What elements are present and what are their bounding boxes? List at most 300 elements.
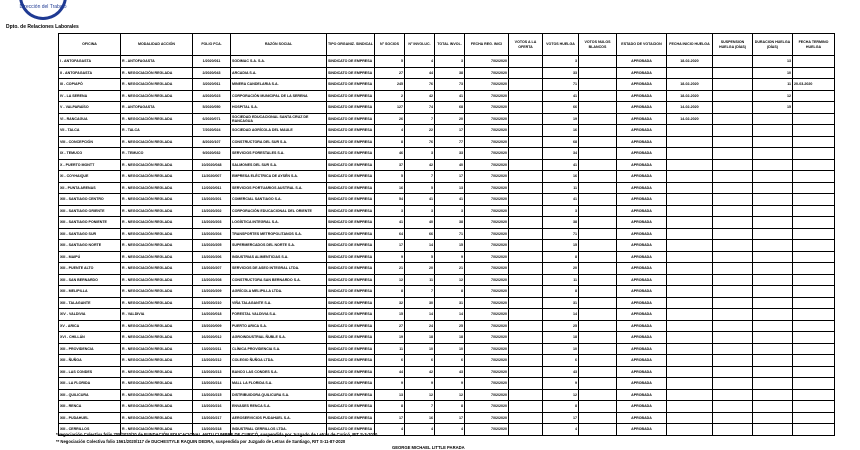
cell-razon: MINERA CANDELARIA S.A. xyxy=(231,79,327,91)
negotiations-table xyxy=(58,33,835,436)
cell-fecha-termino xyxy=(793,171,835,183)
cell-involuc: 12 xyxy=(405,389,435,401)
cell-folio: 13/2020/216 xyxy=(193,401,231,413)
cell-total: 13 xyxy=(435,182,465,194)
cell-folio: 8/2020/107 xyxy=(193,136,231,148)
cell-suspension xyxy=(713,355,753,367)
cell-involuc: 42 xyxy=(405,366,435,378)
cell-votos-oferta xyxy=(509,412,543,424)
cell-tipo: SINDICATO DE EMPRESA xyxy=(327,401,375,413)
cell-votos-nulos xyxy=(579,67,617,79)
cell-razon: LOGÍSTICA INTEGRAL S.A. xyxy=(231,217,327,229)
cell-razon: FORESTAL VALDIVIA S.A. xyxy=(231,309,327,321)
cell-fecha-reg: 7/02/2020 xyxy=(465,332,509,344)
cell-total: 68 xyxy=(435,102,465,114)
cell-oficina: X - PUERTO MONTT xyxy=(59,159,121,171)
cell-fecha-reg: 7/02/2020 xyxy=(465,378,509,390)
cell-votos-oferta xyxy=(509,79,543,91)
cell-votos-huelga: 71 xyxy=(543,228,579,240)
cell-oficina: XIII - SANTIAGO SUR xyxy=(59,228,121,240)
table-row xyxy=(59,332,835,344)
cell-involuc: 7 xyxy=(405,286,435,298)
cell-votos-oferta xyxy=(509,90,543,102)
cell-involuc: 7 xyxy=(405,171,435,183)
cell-tipo: SINDICATO DE EMPRESA xyxy=(327,297,375,309)
cell-votos-oferta xyxy=(509,56,543,68)
cell-total: 43 xyxy=(435,366,465,378)
cell-total: 12 xyxy=(435,274,465,286)
cell-votos-oferta xyxy=(509,320,543,332)
cell-folio: 13/2020/203 xyxy=(193,217,231,229)
cell-votos-nulos xyxy=(579,79,617,91)
cell-razon: SERVICIOS PORTUARIOS AUSTRAL S.A. xyxy=(231,182,327,194)
cell-votos-huelga: 3 xyxy=(543,205,579,217)
cell-total: 77 xyxy=(435,136,465,148)
cell-duracion xyxy=(753,274,793,286)
cell-votos-oferta xyxy=(509,113,543,125)
cell-votos-huelga: 3 xyxy=(543,56,579,68)
cell-suspension xyxy=(713,320,753,332)
cell-involuc: 5 xyxy=(405,251,435,263)
cell-modalidad: R - NEGOCIACIÓN REGLADA xyxy=(121,297,193,309)
cell-fecha-termino xyxy=(793,194,835,206)
cell-total: 3 xyxy=(435,56,465,68)
cell-fecha-termino: 20-03-2020 xyxy=(793,79,835,91)
cell-votos-nulos xyxy=(579,228,617,240)
cell-socios: 13 xyxy=(375,389,405,401)
cell-duracion xyxy=(753,378,793,390)
cell-fecha-reg: 7/02/2020 xyxy=(465,194,509,206)
cell-total: 25 xyxy=(435,320,465,332)
cell-duracion xyxy=(753,424,793,436)
cell-estado: APROBADA xyxy=(617,217,667,229)
cell-razon: CONSTRUCTORA DEL SUR S.A. xyxy=(231,136,327,148)
footnote-2: ** Negociación Colectiva folio 1561/2020/117 de DUCHESTYLE RAQUIN DEDRA, suspendida por Juzgado de Letras de Santiago, RIT S-11-87-2020 xyxy=(56,439,346,444)
cell-modalidad: R - NEGOCIACIÓN REGLADA xyxy=(121,366,193,378)
cell-fecha-termino xyxy=(793,332,835,344)
cell-votos-oferta xyxy=(509,148,543,160)
table-row xyxy=(59,309,835,321)
cell-tipo: SINDICATO DE EMPRESA xyxy=(327,125,375,137)
cell-fecha-reg: 7/02/2020 xyxy=(465,136,509,148)
cell-votos-huelga: 10 xyxy=(543,343,579,355)
cell-votos-nulos xyxy=(579,251,617,263)
cell-estado: APROBADA xyxy=(617,424,667,436)
cell-suspension xyxy=(713,424,753,436)
cell-fecha-inicio: 18-02-2020 xyxy=(667,79,713,91)
cell-estado: APROBADA xyxy=(617,251,667,263)
cell-oficina: XIII - SAN BERNARDO xyxy=(59,274,121,286)
cell-folio: 13/2020/214 xyxy=(193,378,231,390)
cell-socios: 41 xyxy=(375,217,405,229)
cell-socios: 8 xyxy=(375,136,405,148)
column-header: FOLIO FCA. xyxy=(193,34,231,56)
footnote-1: *Negociación Colectiva folio 705/2020/20 de FUNDACIÓN EDUCACIONAL ANTU CUMBRE DE CURICÓ, suspendida por Juzgado de Letras de Curicó, RIT S-3-2020 xyxy=(56,432,378,437)
cell-fecha-reg: 7/02/2020 xyxy=(465,343,509,355)
table-row xyxy=(59,90,835,102)
cell-involuc: 11 xyxy=(405,274,435,286)
cell-fecha-termino xyxy=(793,159,835,171)
cell-tipo: SINDICATO DE EMPRESA xyxy=(327,171,375,183)
cell-folio: 13/2020/209 xyxy=(193,286,231,298)
cell-fecha-reg: 7/02/2020 xyxy=(465,159,509,171)
cell-tipo: SINDICATO DE EMPRESA xyxy=(327,320,375,332)
cell-socios: 37 xyxy=(375,159,405,171)
cell-votos-nulos xyxy=(579,182,617,194)
cell-socios: 11 xyxy=(375,343,405,355)
cell-suspension xyxy=(713,389,753,401)
cell-involuc: 22 xyxy=(405,125,435,137)
cell-razon: MALL LA FLORIDA S.A. xyxy=(231,378,327,390)
cell-votos-oferta xyxy=(509,343,543,355)
cell-fecha-reg: 7/02/2020 xyxy=(465,355,509,367)
cell-oficina: XII - PUNTA ARENAS xyxy=(59,182,121,194)
cell-votos-nulos xyxy=(579,136,617,148)
cell-folio: 3/2020/011 xyxy=(193,79,231,91)
cell-votos-nulos xyxy=(579,263,617,275)
column-header: N° INVOLUC. xyxy=(405,34,435,56)
cell-modalidad: R - NEGOCIACIÓN REGLADA xyxy=(121,251,193,263)
cell-modalidad: R - NEGOCIACIÓN REGLADA xyxy=(121,240,193,252)
cell-involuc: 5 xyxy=(405,182,435,194)
table-row xyxy=(59,125,835,137)
cell-votos-oferta xyxy=(509,263,543,275)
cell-votos-huelga: 16 xyxy=(543,125,579,137)
column-header: RAZÓN SOCIAL xyxy=(231,34,327,56)
cell-fecha-reg: 7/02/2020 xyxy=(465,424,509,436)
cell-fecha-inicio xyxy=(667,251,713,263)
cell-votos-oferta xyxy=(509,355,543,367)
table-row xyxy=(59,286,835,298)
cell-votos-oferta xyxy=(509,125,543,137)
cell-estado: APROBADA xyxy=(617,378,667,390)
cell-tipo: SINDICATO DE EMPRESA xyxy=(327,136,375,148)
table-row xyxy=(59,194,835,206)
cell-duracion: 15 xyxy=(753,102,793,114)
cell-votos-oferta xyxy=(509,205,543,217)
cell-votos-nulos xyxy=(579,125,617,137)
cell-fecha-reg: 7/02/2020 xyxy=(465,125,509,137)
cell-tipo: SINDICATO DE EMPRESA xyxy=(327,343,375,355)
direccion-trabajo-logo xyxy=(14,0,72,22)
cell-suspension xyxy=(713,136,753,148)
cell-estado: APROBADA xyxy=(617,355,667,367)
table-row xyxy=(59,251,835,263)
cell-total: 17 xyxy=(435,171,465,183)
column-header: FECHA REG. INICI xyxy=(465,34,509,56)
cell-oficina: II - ANTOFAGASTA xyxy=(59,67,121,79)
cell-fecha-inicio xyxy=(667,240,713,252)
cell-folio: 13/2020/215 xyxy=(193,389,231,401)
cell-suspension xyxy=(713,90,753,102)
cell-votos-nulos xyxy=(579,401,617,413)
cell-duracion xyxy=(753,251,793,263)
cell-fecha-inicio xyxy=(667,401,713,413)
cell-total: 38 xyxy=(435,67,465,79)
cell-involuc: 10 xyxy=(405,343,435,355)
cell-estado: APROBADA xyxy=(617,297,667,309)
cell-folio: 5/2020/050 xyxy=(193,102,231,114)
cell-duracion: 13 xyxy=(753,56,793,68)
cell-votos-oferta xyxy=(509,136,543,148)
cell-fecha-inicio: 14-02-2020 xyxy=(667,102,713,114)
cell-votos-nulos xyxy=(579,102,617,114)
cell-socios: 32 xyxy=(375,297,405,309)
table-row xyxy=(59,378,835,390)
cell-duracion xyxy=(753,412,793,424)
cell-fecha-inicio xyxy=(667,286,713,298)
cell-fecha-inicio xyxy=(667,355,713,367)
cell-oficina: VII - TALCA xyxy=(59,125,121,137)
cell-duracion: 10 xyxy=(753,67,793,79)
cell-folio: 16/2020/012 xyxy=(193,332,231,344)
cell-razon: SUPERMERCADOS DEL NORTE S.A. xyxy=(231,240,327,252)
cell-razon: SERVICIOS FORESTALES S.A. xyxy=(231,148,327,160)
cell-oficina: VIII - CONCEPCIÓN xyxy=(59,136,121,148)
cell-suspension xyxy=(713,148,753,160)
cell-oficina: XI - COYHAIQUE xyxy=(59,171,121,183)
cell-tipo: SINDICATO DE EMPRESA xyxy=(327,366,375,378)
cell-estado: APROBADA xyxy=(617,102,667,114)
cell-involuc: 24 xyxy=(405,320,435,332)
cell-folio: 12/2020/011 xyxy=(193,182,231,194)
cell-tipo: SINDICATO DE EMPRESA xyxy=(327,56,375,68)
cell-razon: AEROSERVICIOS PUDAHUEL S.A. xyxy=(231,412,327,424)
cell-modalidad: R - NEGOCIACIÓN REGLADA xyxy=(121,378,193,390)
cell-tipo: SINDICATO DE EMPRESA xyxy=(327,424,375,436)
cell-votos-oferta xyxy=(509,297,543,309)
cell-duracion xyxy=(753,113,793,125)
cell-involuc: 7 xyxy=(405,113,435,125)
cell-fecha-reg: 7/02/2020 xyxy=(465,79,509,91)
cell-total: 17 xyxy=(435,412,465,424)
cell-oficina: I - ANTOFAGASTA xyxy=(59,56,121,68)
cell-votos-oferta xyxy=(509,332,543,344)
table-row xyxy=(59,228,835,240)
cell-tipo: SINDICATO DE EMPRESA xyxy=(327,148,375,160)
cell-modalidad: R - VALDIVIA xyxy=(121,309,193,321)
cell-estado: APROBADA xyxy=(617,274,667,286)
cell-folio: 7/2020/024 xyxy=(193,125,231,137)
cell-estado: APROBADA xyxy=(617,194,667,206)
cell-socios: 127 xyxy=(375,102,405,114)
cell-votos-nulos xyxy=(579,217,617,229)
cell-socios: 5 xyxy=(375,56,405,68)
cell-duracion xyxy=(753,389,793,401)
cell-votos-nulos xyxy=(579,274,617,286)
cell-fecha-termino xyxy=(793,125,835,137)
cell-razon: SALMONES DEL SUR S.A. xyxy=(231,159,327,171)
cell-votos-nulos xyxy=(579,332,617,344)
cell-votos-nulos xyxy=(579,297,617,309)
cell-estado: APROBADA xyxy=(617,401,667,413)
cell-fecha-termino xyxy=(793,320,835,332)
cell-duracion xyxy=(753,343,793,355)
cell-votos-huelga: 8 xyxy=(543,401,579,413)
cell-tipo: SINDICATO DE EMPRESA xyxy=(327,182,375,194)
table-row xyxy=(59,320,835,332)
cell-votos-huelga: 11 xyxy=(543,182,579,194)
cell-suspension xyxy=(713,125,753,137)
table-row xyxy=(59,67,835,79)
cell-socios: 46 xyxy=(375,148,405,160)
cell-votos-huelga: 25 xyxy=(543,320,579,332)
cell-razon: CLÍNICA PROVIDENCIA S.A. xyxy=(231,343,327,355)
cell-fecha-inicio xyxy=(667,228,713,240)
cell-folio: 11/2020/007 xyxy=(193,171,231,183)
cell-fecha-reg: 7/02/2020 xyxy=(465,56,509,68)
cell-involuc: 9 xyxy=(405,378,435,390)
cell-duracion: 12 xyxy=(753,90,793,102)
table-row xyxy=(59,366,835,378)
cell-fecha-inicio xyxy=(667,67,713,79)
cell-folio: 13/2020/207 xyxy=(193,263,231,275)
cell-total: 41 xyxy=(435,90,465,102)
cell-folio: 13/2020/210 xyxy=(193,297,231,309)
cell-duracion xyxy=(753,194,793,206)
cell-votos-huelga: 14 xyxy=(543,309,579,321)
cell-votos-huelga: 8 xyxy=(543,286,579,298)
cell-duracion: 11 xyxy=(753,79,793,91)
cell-total: 6 xyxy=(435,355,465,367)
cell-modalidad: R - ANTOFAGASTA xyxy=(121,102,193,114)
table-row xyxy=(59,205,835,217)
cell-estado: APROBADA xyxy=(617,332,667,344)
cell-razon: AGRÍCOLA MELIPILLA LTDA. xyxy=(231,286,327,298)
cell-tipo: SINDICATO DE EMPRESA xyxy=(327,113,375,125)
table-row xyxy=(59,412,835,424)
cell-razon: COMERCIAL SANTIAGO S.A. xyxy=(231,194,327,206)
cell-fecha-inicio xyxy=(667,171,713,183)
cell-modalidad: R - NEGOCIACIÓN REGLADA xyxy=(121,228,193,240)
cell-total: 18 xyxy=(435,332,465,344)
cell-socios: 54 xyxy=(375,194,405,206)
cell-votos-oferta xyxy=(509,67,543,79)
cell-socios: 245 xyxy=(375,79,405,91)
cell-suspension xyxy=(713,67,753,79)
cell-votos-oferta xyxy=(509,171,543,183)
cell-estado: APROBADA xyxy=(617,205,667,217)
cell-fecha-termino xyxy=(793,355,835,367)
cell-duracion xyxy=(753,332,793,344)
cell-votos-huelga: 17 xyxy=(543,412,579,424)
cell-fecha-inicio xyxy=(667,378,713,390)
cell-votos-oferta xyxy=(509,378,543,390)
cell-estado: APROBADA xyxy=(617,286,667,298)
cell-oficina: XIII - LAS CONDES xyxy=(59,366,121,378)
cell-tipo: SINDICATO DE EMPRESA xyxy=(327,194,375,206)
cell-fecha-termino xyxy=(793,240,835,252)
cell-modalidad: R - NEGOCIACIÓN REGLADA xyxy=(121,136,193,148)
column-header: FECHA INICIO HUELGA xyxy=(667,34,713,56)
cell-fecha-reg: 7/02/2020 xyxy=(465,389,509,401)
cell-razon: INDUSTRIAL CERRILLOS LTDA. xyxy=(231,424,327,436)
cell-suspension xyxy=(713,332,753,344)
cell-socios: 44 xyxy=(375,366,405,378)
cell-razon: SOCIEDAD AGRÍCOLA DEL MAULE xyxy=(231,125,327,137)
cell-total: 8 xyxy=(435,401,465,413)
cell-fecha-inicio: 18-02-2020 xyxy=(667,56,713,68)
cell-razon: TRANSPORTES METROPOLITANOS S.A. xyxy=(231,228,327,240)
cell-total: 15 xyxy=(435,240,465,252)
table-row xyxy=(59,148,835,160)
cell-votos-huelga: 38 xyxy=(543,217,579,229)
cell-modalidad: R - NEGOCIACIÓN REGLADA xyxy=(121,401,193,413)
cell-votos-oferta xyxy=(509,309,543,321)
table-row xyxy=(59,217,835,229)
cell-total: 40 xyxy=(435,159,465,171)
cell-estado: APROBADA xyxy=(617,90,667,102)
cell-involuc: 16 xyxy=(405,412,435,424)
cell-suspension xyxy=(713,159,753,171)
cell-socios: 8 xyxy=(375,286,405,298)
cell-oficina: XIII - QUILICURA xyxy=(59,389,121,401)
cell-modalidad: R - NEGOCIACIÓN REGLADA xyxy=(121,320,193,332)
cell-total: 9 xyxy=(435,378,465,390)
cell-tipo: SINDICATO DE EMPRESA xyxy=(327,102,375,114)
cell-suspension xyxy=(713,378,753,390)
cell-duracion xyxy=(753,401,793,413)
cell-tipo: SINDICATO DE EMPRESA xyxy=(327,240,375,252)
cell-suspension xyxy=(713,309,753,321)
column-header: FECHA TERMINO HUELGA xyxy=(793,34,835,56)
cell-folio: 13/2020/205 xyxy=(193,240,231,252)
cell-fecha-reg: 7/02/2020 xyxy=(465,297,509,309)
cell-modalidad: R - NEGOCIACIÓN REGLADA xyxy=(121,194,193,206)
cell-duracion xyxy=(753,159,793,171)
cell-fecha-termino xyxy=(793,67,835,79)
cell-oficina: XIII - PUENTE ALTO xyxy=(59,263,121,275)
column-header: ESTADO DE VOTACION xyxy=(617,34,667,56)
cell-fecha-termino xyxy=(793,412,835,424)
cell-total: 21 xyxy=(435,263,465,275)
cell-oficina: XIII - ÑUÑOA xyxy=(59,355,121,367)
cell-fecha-reg: 7/02/2020 xyxy=(465,309,509,321)
cell-involuc: 76 xyxy=(405,79,435,91)
table-body xyxy=(59,56,835,436)
cell-tipo: SINDICATO DE EMPRESA xyxy=(327,263,375,275)
cell-tipo: SINDICATO DE EMPRESA xyxy=(327,205,375,217)
cell-estado: APROBADA xyxy=(617,389,667,401)
cell-oficina: XIII - MELIPILLA xyxy=(59,286,121,298)
cell-modalidad: R - NEGOCIACIÓN REGLADA xyxy=(121,274,193,286)
cell-fecha-termino xyxy=(793,182,835,194)
cell-oficina: XIII - SANTIAGO ORIENTE xyxy=(59,205,121,217)
cell-fecha-termino xyxy=(793,136,835,148)
column-header: VOTOS A LA OFERTA xyxy=(509,34,543,56)
cell-involuc: 7 xyxy=(405,401,435,413)
cell-tipo: SINDICATO DE EMPRESA xyxy=(327,217,375,229)
cell-fecha-reg: 7/02/2020 xyxy=(465,171,509,183)
cell-oficina: XIII - CERRILLOS xyxy=(59,424,121,436)
cell-votos-huelga: 33 xyxy=(543,67,579,79)
cell-suspension xyxy=(713,263,753,275)
cell-total: 38 xyxy=(435,217,465,229)
cell-estado: APROBADA xyxy=(617,79,667,91)
cell-votos-oferta xyxy=(509,182,543,194)
cell-votos-huelga: 6 xyxy=(543,355,579,367)
cell-oficina: VI - RANCAGUA xyxy=(59,113,121,125)
cell-socios: 12 xyxy=(375,274,405,286)
cell-votos-nulos xyxy=(579,343,617,355)
cell-votos-huelga: 11 xyxy=(543,274,579,286)
cell-folio: 13/2020/208 xyxy=(193,274,231,286)
department-label: Dpto. de Relaciones Laborales xyxy=(6,24,79,30)
cell-total: 17 xyxy=(435,125,465,137)
cell-duracion xyxy=(753,297,793,309)
cell-votos-nulos xyxy=(579,286,617,298)
cell-oficina: XIII - MAIPÚ xyxy=(59,251,121,263)
